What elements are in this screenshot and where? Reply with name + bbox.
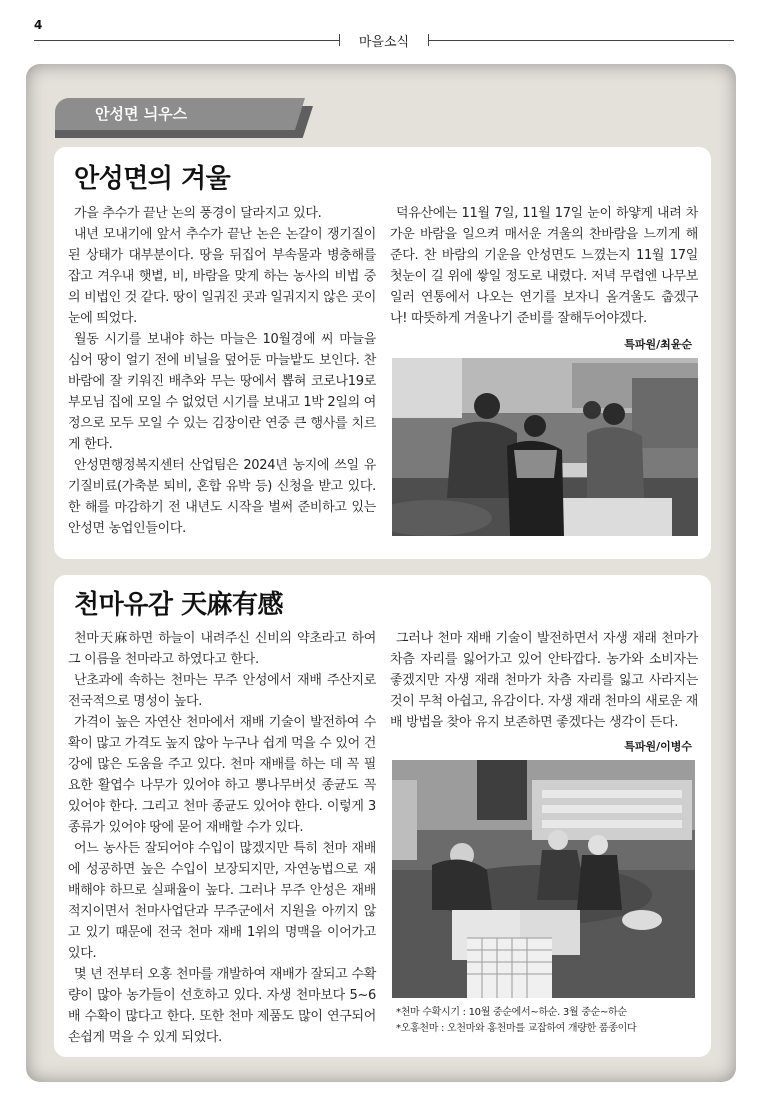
article-winter-right-column [390, 203, 698, 329]
caption-ohong-cheonma: *오홍천마 : 오천마와 홍천마를 교잡하여 개량한 품종이다 [396, 1023, 637, 1034]
article-title-cheonma: 천마유감 天麻有感 [74, 590, 284, 620]
section-label: 마을소식 [358, 35, 410, 50]
paragraph: 난초과에 속하는 천마는 무주 안성에서 재배 주산지로 전국적으로 명성이 높다. [68, 673, 376, 709]
kimjang-photo-illustration [392, 358, 698, 536]
paragraph: 가을 추수가 끝난 논의 풍경이 달라지고 있다. [74, 206, 322, 221]
paragraph: 몇 년 전부터 오홍 천마를 개발하여 재배가 잘되고 수확량이 많아 농가들이 선호하고 있다. 자생 천마보다 5~6배 수확이 많다고 한다. 또한 천마 제품도 많이 연구되어 손쉽게 먹을 수 있게 되었다. [68, 967, 376, 1045]
kimjang-photo [392, 358, 698, 536]
article-cheonma-byline: 특파원/이병수 [624, 740, 692, 753]
article-title-winter: 안성면의 겨울 [74, 164, 231, 194]
paragraph: 월동 시기를 보내야 하는 마늘은 10월경에 씨 마늘을 심어 땅이 얼기 전에 비닐을 덮어둔 마늘밭도 보인다. 찬 바람에 잘 키워진 배추와 무는 땅에서 뽑혀 코로나19로 부모님 집에 모일 수 없었던 시기를 보내고 1박 2일의 여정으로 모두 모일 수 있는 김장이란 연중 큰 행사를 치르게 한다. [68, 332, 376, 452]
header-rule-cap-left [339, 34, 340, 46]
caption-harvest-season: *천마 수확시기 : 10월 중순에서~하순. 3월 중순~하순 [396, 1007, 627, 1018]
paragraph: 가격이 높은 자연산 천마에서 재배 기술이 발전하여 수확이 많고 가격도 높지 않아 누구나 쉽게 먹을 수 있어 건강에 많은 도움을 주고 있다. 천마 재배를 하는 데 꼭 필요한 활엽수 나무가 있어야 하고 뽕나무버섯 종균도 꼭 있어야 한다. 그리고 천마 종균도 있어야 한다. 이렇게 3종류가 있어야 땅에 묻어 재배할 수가 있다. [68, 715, 376, 835]
cheonma-harvest-photo-illustration [392, 760, 695, 998]
paragraph: 천마天麻하면 하늘이 내려주신 신비의 약초라고 하여 그 이름을 천마라고 하였다고 한다. [68, 631, 376, 667]
cheonma-harvest-photo [392, 760, 695, 998]
article-cheonma-left-column [68, 628, 376, 1048]
page-number: 4 [34, 18, 43, 32]
article-winter-byline: 특파원/최윤순 [624, 338, 692, 351]
photo-captions [396, 1005, 701, 1037]
article-winter-left-column [68, 203, 376, 539]
paragraph: 내년 모내기에 앞서 추수가 끝난 논은 논갈이 쟁기질이 된 상태가 대부분이다. 땅을 뒤집어 부속물과 병충해를 잡고 겨우내 햇볕, 비, 바람을 맞게 하는 농사의 비법 중의 비법인 것 같다. 땅이 일궈진 곳과 일궈지지 않은 곳이 눈에 띄었다. [68, 227, 376, 326]
section-tab-label: 안성면 늬우스 [95, 105, 188, 123]
header-rule-left [34, 40, 339, 41]
paragraph: 어느 농사든 잘되어야 수입이 많겠지만 특히 천마 재배에 성공하면 높은 수입이 보장되지만, 자연농법으로 재배해야 하므로 실패율이 높다. 그러나 무주 안성은 재배적지이면서 천마사업단과 무주군에서 지원을 아끼지 않고 있기 때문에 전국 천마 재배 1위의 명맥을 이어가고 있다. [68, 841, 376, 961]
paragraph: 그러나 천마 재배 기술이 발전하면서 자생 재래 천마가 차츰 자리를 잃어가고 있어 안타깝다. 농가와 소비자는 좋겠지만 자생 재래 천마가 차츰 자리를 잃고 사라지는 것이 무척 아쉽고, 유감이다. 자생 재래 천마의 새로운 재배 방법을 찾아 유지 보존하면 좋겠다는 생각이 든다. [390, 631, 698, 730]
paragraph: 덕유산에는 11월 7일, 11월 17일 눈이 하얗게 내려 차가운 바람을 일으켜 매서운 겨울의 찬바람을 느끼게 해준다. 찬 바람의 기운을 안성면도 느꼈는지 11월 17일 첫눈이 길 위에 쌓일 정도로 내렸다. 저녁 무렵엔 나무보일러 연통에서 나오는 연기를 보자니 올겨울도 춥겠구나! 따뜻하게 겨울나기 준비를 잘해두어야겠다. [390, 206, 698, 326]
article-cheonma-right-column [390, 628, 698, 733]
header-rule-right [428, 40, 734, 41]
paragraph: 안성면행정복지센터 산업팀은 2024년 농지에 쓰일 유기질비료(가축분 퇴비, 혼합 유박 등) 신청을 받고 있다. 한 해를 마감하기 전 내년도 시작을 벌써 준비하고 있는 안성면 농업인들이다. [68, 458, 376, 536]
